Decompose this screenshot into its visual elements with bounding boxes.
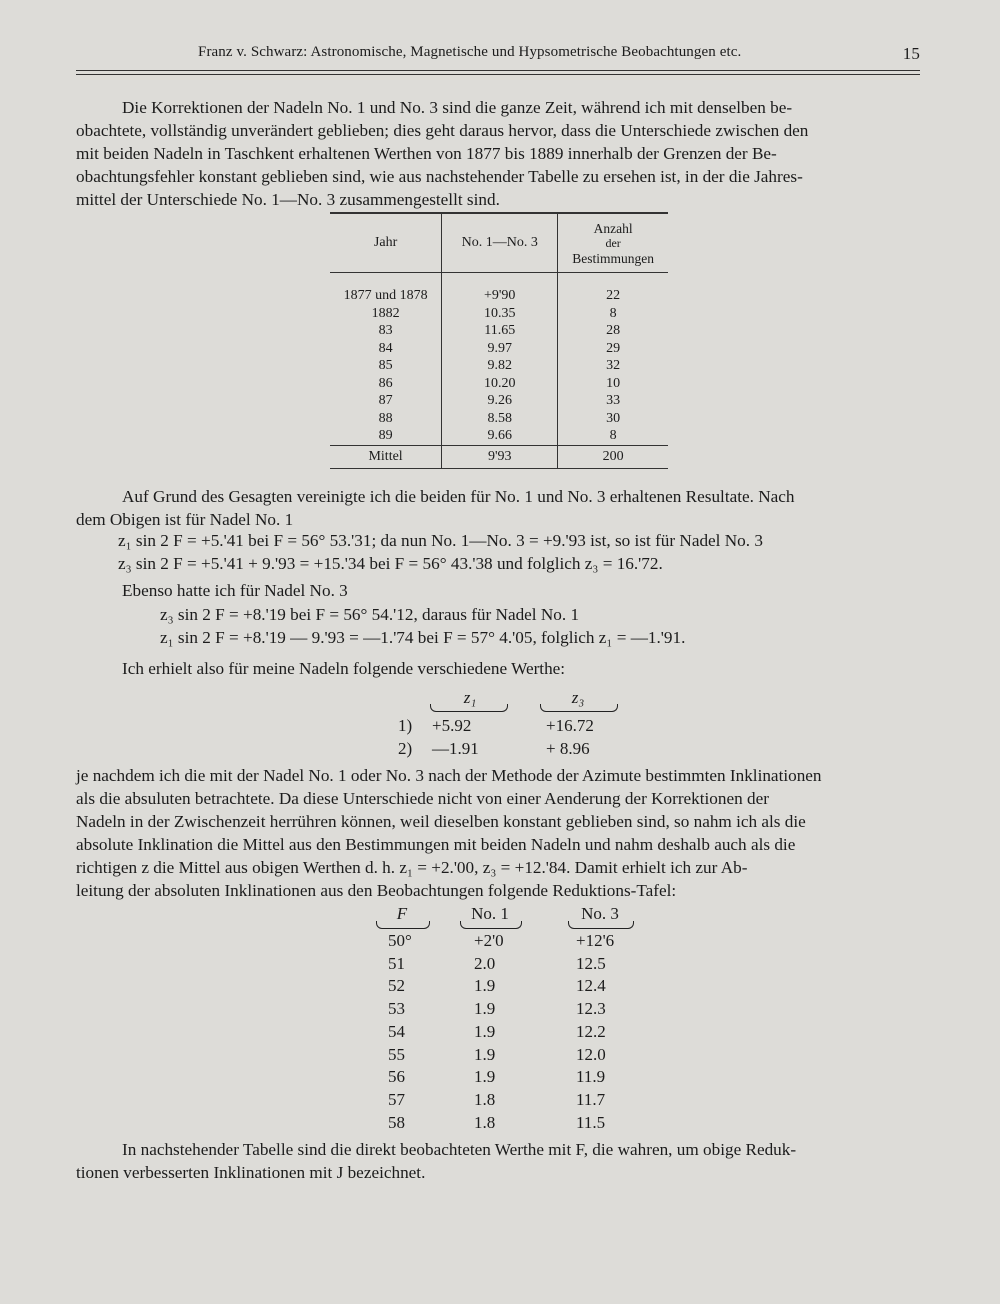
brace-mark	[540, 704, 618, 712]
value-cell: —1.91	[432, 739, 479, 758]
col-head-z3: z₃	[571, 688, 585, 707]
formula-line: z₃ sin 2 F = +8.'19 bei F = 56° 54.'12, daraus für Nadel No. 1	[160, 605, 580, 624]
table-row: 83 11.65 28	[378, 323, 621, 338]
f-value: 51	[388, 953, 405, 973]
text-line: In nachstehender Tabelle sind die direkt beobachteten Werthe mit F, die wahren, um obige Reduk-	[122, 1140, 797, 1159]
correction-value: 11.5	[576, 1112, 606, 1132]
text-line: obachtungsfehler konstant geblieben sind, wie aus nachstehender Tabelle zu ersehen ist, in der die Jahres-	[76, 167, 803, 186]
paragraph-je-nachdem	[76, 764, 922, 902]
value-cell: +5.92	[432, 716, 472, 735]
col-head-no1: No. 1	[471, 904, 509, 923]
f-value: 56	[388, 1067, 405, 1087]
correction-value: 1.8	[474, 1089, 496, 1109]
header-line: Anzahl	[593, 220, 633, 236]
value-cell: + 8.96	[546, 739, 590, 758]
text-line: leitung der absoluten Inklinationen aus den Beobachtungen folgende Reduktions-Tafel:	[76, 881, 677, 900]
text-line: Die Korrektionen der Nadeln No. 1 und No. 3 sind die ganze Zeit, während ich mit denselben be-	[122, 98, 793, 117]
correction-value: 12.2	[576, 1021, 606, 1041]
header-title: Franz v. Schwarz: Astronomische, Magnetische und Hypsometrische Beobachtungen etc.	[198, 44, 742, 60]
text-line: je nachdem ich die mit der Nadel No. 1 oder No. 3 nach der Methode der Azimute bestimmten Inklinationen	[76, 766, 822, 785]
header-line: Bestimmungen	[572, 250, 655, 266]
text-line: als die absuluten betrachtete. Da diese Unterschiede nicht von einer Aenderung der Korrektionen der	[76, 789, 769, 808]
table-row: 1882 10.35 8	[371, 305, 617, 321]
text-line: Auf Grund des Gesagten vereinigte ich die beiden für No. 1 und No. 3 erhaltenen Resultate. Nach	[122, 487, 795, 506]
brace-mark	[376, 921, 430, 929]
f-value: 54	[388, 1021, 405, 1041]
correction-value: +2'0	[474, 931, 504, 950]
formula-line: z₁ sin 2 F = +5.'41 bei F = 56° 53.'31; da nun No. 1—No. 3 = +9.'93 ist, so ist für Nadel No. 3	[118, 531, 763, 550]
table-row: 85 9.82 32	[378, 358, 621, 373]
table-row: 88 8.58 30	[378, 410, 621, 426]
text-line: absolute Inklination die Mittel aus den Bestimmungen mit beiden Nadeln und nahm deshalb auch als die	[76, 835, 796, 854]
f-value: 55	[388, 1044, 405, 1064]
header-rule-double	[76, 74, 920, 75]
row-label: 2)	[398, 739, 413, 758]
correction-value: 11.7	[576, 1089, 606, 1109]
brace-mark	[568, 921, 634, 929]
text-line: dem Obigen ist für Nadel No. 1	[76, 510, 294, 529]
brace-mark	[430, 704, 508, 712]
formula-line: z₃ sin 2 F = +5.'41 + 9.'93 = +15.'34 bei F = 56° 43.'38 und folglich z₃ = 16.'72.	[118, 554, 663, 573]
col-head-f: F	[396, 904, 408, 923]
f-value: 50°	[388, 931, 412, 950]
f-value: 57	[388, 1089, 405, 1109]
text-line: tionen verbesserten Inklinationen mit J bezeichnet.	[76, 1163, 426, 1182]
value-cell: +16.72	[546, 716, 594, 735]
header-line: der	[605, 235, 621, 250]
table-row: 86 10.20 10	[378, 375, 621, 391]
table-row: 84 9.97 29	[378, 340, 621, 356]
table-row: 1877 und 1878 +9'90 22	[343, 288, 621, 303]
correction-value: 2.0	[474, 953, 496, 973]
correction-value: 12.5	[576, 953, 606, 973]
table-row: 89 9.66 8	[378, 428, 617, 443]
text-line: richtigen z die Mittel aus obigen Werthen d. h. z₁ = +2.'00, z₃ = +12.'84. Damit erhielt ich zur Ab-	[76, 858, 748, 877]
correction-value: 1.8	[474, 1112, 496, 1132]
col-header-difference: No. 1—No. 3	[442, 213, 558, 273]
row-label: 1)	[398, 716, 413, 735]
correction-value: 1.9	[474, 1021, 496, 1041]
intro-paragraph	[76, 96, 922, 211]
correction-value: 1.9	[474, 999, 496, 1019]
correction-value: 1.9	[474, 1067, 496, 1087]
paragraph-auf-grund	[76, 485, 922, 531]
f-value: 52	[388, 976, 405, 996]
header-rule	[76, 70, 920, 71]
correction-value: 11.9	[576, 1067, 606, 1087]
correction-value: 12.3	[576, 999, 606, 1019]
correction-value: +12'6	[576, 931, 615, 950]
difference-table	[330, 212, 668, 469]
col-head-no3: No. 3	[581, 904, 619, 923]
correction-value: 12.0	[576, 1044, 606, 1064]
page-number: 15	[902, 44, 920, 63]
correction-value: 1.9	[474, 976, 496, 996]
col-header-jahr: Jahr	[373, 235, 398, 250]
final-paragraph	[76, 1138, 922, 1184]
table-total-row: Mittel 9'93 200	[330, 445, 668, 468]
table-row: 87 9.26 33	[378, 393, 621, 408]
formula-line: z₁ sin 2 F = +8.'19 — 9.'93 = —1.'74 bei F = 57° 4.'05, folglich z₁ = —1.'91.	[160, 628, 686, 647]
f-value: 58	[388, 1112, 405, 1132]
text-line: Nadeln in der Zwischenzeit herrühren können, weil dieselben konstant geblieben sind, so nahm ich als die	[76, 812, 806, 831]
text-erhielt: Ich erhielt also für meine Nadeln folgende verschiedene Werthe:	[122, 659, 566, 678]
text-ebenso: Ebenso hatte ich für Nadel No. 3	[122, 581, 348, 600]
f-value: 53	[388, 999, 405, 1019]
correction-value: 12.4	[576, 976, 606, 996]
brace-mark	[460, 921, 522, 929]
text-line: obachtete, vollständig unverändert geblieben; dies geht daraus hervor, dass die Unterschiede zwischen den	[76, 121, 809, 140]
text-line: mit beiden Nadeln in Taschkent erhaltenen Werthen von 1877 bis 1889 innerhalb der Grenzen der Be-	[76, 144, 777, 163]
col-header-anzahl	[558, 213, 668, 273]
correction-value: 1.9	[474, 1044, 496, 1064]
text-line: mittel der Unterschiede No. 1—No. 3 zusammengestellt sind.	[76, 190, 500, 209]
col-head-z1: z₁	[463, 688, 477, 707]
